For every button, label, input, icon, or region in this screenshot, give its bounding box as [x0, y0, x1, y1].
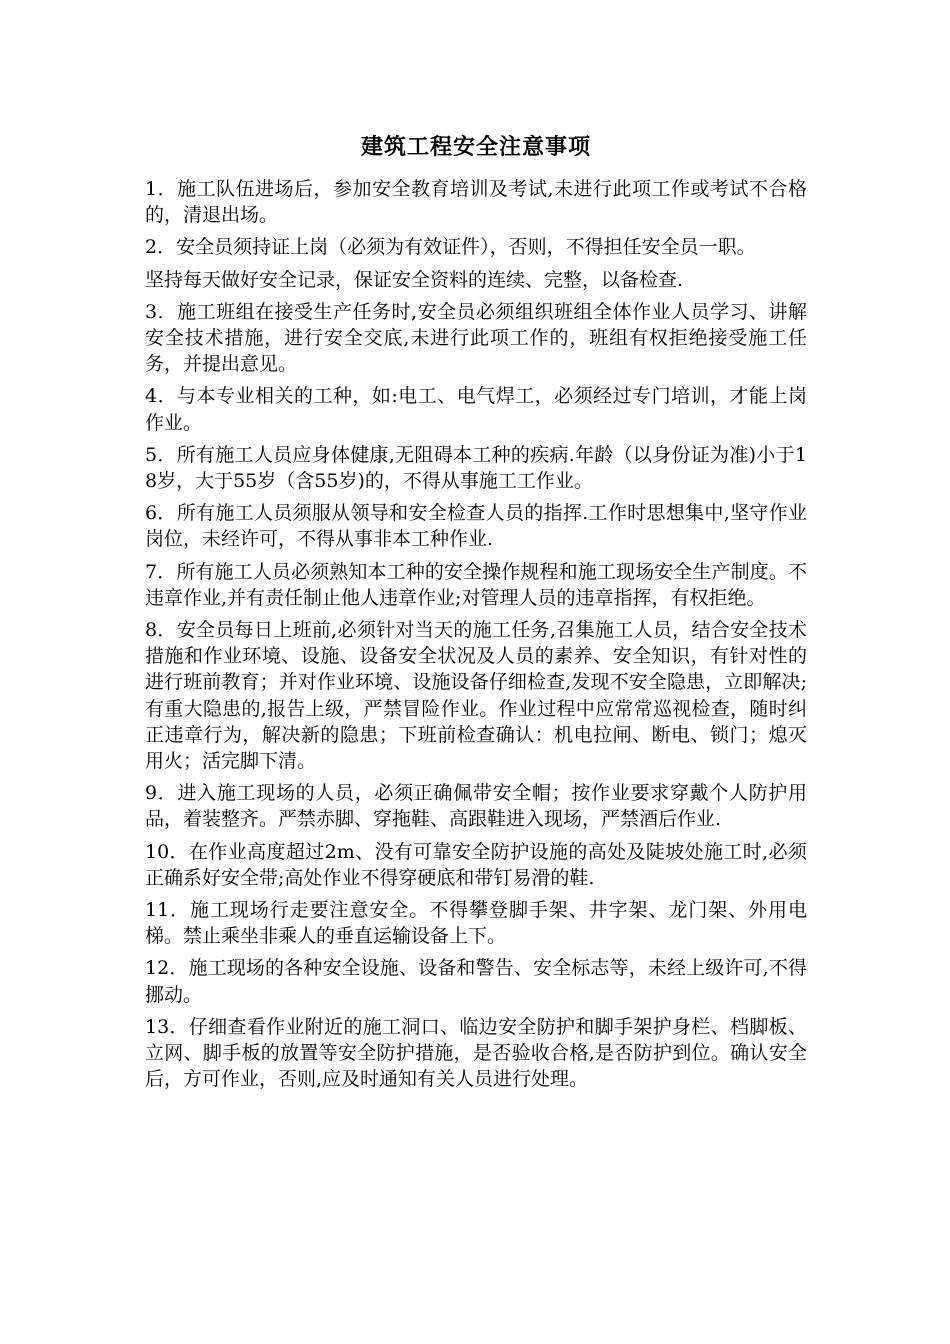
paragraph-4: 4．与本专业相关的工种，如:电工、电气焊工，必须经过专门培训，才能上岗作业。 — [145, 385, 807, 434]
paragraph-10: 10．在作业高度超过2m、没有可靠安全防护设施的高处及陡坡处施工时,必须正确系好安全带;高处作业不得穿硬底和带钉易滑的鞋. — [145, 840, 807, 889]
document-title: 建筑工程安全注意事项 — [360, 134, 591, 160]
document-body — [145, 176, 807, 1099]
paragraph-6: 6．所有施工人员须服从领导和安全检查人员的指挥.工作时思想集中,坚守作业岗位，未经许可，不得从事非本工种作业. — [145, 502, 807, 551]
paragraph-7: 7．所有施工人员必须熟知本工种的安全操作规程和施工现场安全生产制度。不违章作业,并有责任制止他人违章作业;对管理人员的违章指挥，有权拒绝。 — [145, 560, 807, 609]
paragraph-8: 8．安全员每日上班前,必须针对当天的施工任务,召集施工人员，结合安全技术措施和作业环境、设施、设备安全状况及人员的素养、安全知识，有针对性的进行班前教育；并对作业环境、设施设备仔细检查,发现不安全隐患，立即解决;有重大隐患的,报告上级，严禁冒险作业。作业过程中应常常巡视检查，随时纠正违章行为，解决新的隐患；下班前检查确认：机电拉闸、断电、锁门；熄灭用火；活完脚下清。 — [145, 619, 807, 773]
paragraph-3: 3．施工班组在接受生产任务时,安全员必须组织班组全体作业人员学习、讲解安全技术措施，进行安全交底,未进行此项工作的，班组有权拒绝接受施工任务，并提出意见。 — [145, 300, 807, 376]
paragraph-2: 2．安全员须持证上岗（必须为有效证件），否则，不得担任安全员一职。 — [145, 236, 756, 259]
paragraph-5: 5．所有施工人员应身体健康,无阻碍本工种的疾病.年龄（以身份证为准)小于18岁，大于55岁（含55岁)的，不得从事施工工作业。 — [145, 443, 807, 493]
paragraph-11: 11．施工现场行走要注意安全。不得攀登脚手架、井字架、龙门架、外用电梯。禁止乘坐非乘人的垂直运输设备上下。 — [145, 899, 807, 948]
paragraph-12: 12．施工现场的各种安全设施、设备和警告、安全标志等，未经上级许可,不得挪动。 — [145, 957, 807, 1006]
paragraph-13: 13．仔细查看作业附近的施工洞口、临边安全防护和脚手架护身栏、档脚板、立网、脚手板的放置等安全防护措施，是否验收合格,是否防护到位。确认安全后，方可作业，否则,应及时通知有关人员进行处理。 — [145, 1015, 807, 1091]
paragraph-2-note: 坚持每天做好安全记录，保证安全资料的连续、完整，以备检查. — [145, 268, 684, 291]
paragraph-9: 9．进入施工现场的人员，必须正确佩带安全帽；按作业要求穿戴个人防护用品，着装整齐。严禁赤脚、穿拖鞋、高跟鞋进入现场，严禁酒后作业. — [145, 782, 807, 831]
paragraph-1: 1．施工队伍进场后，参加安全教育培训及考试,未进行此项工作或考试不合格的，清退出场。 — [145, 178, 807, 227]
